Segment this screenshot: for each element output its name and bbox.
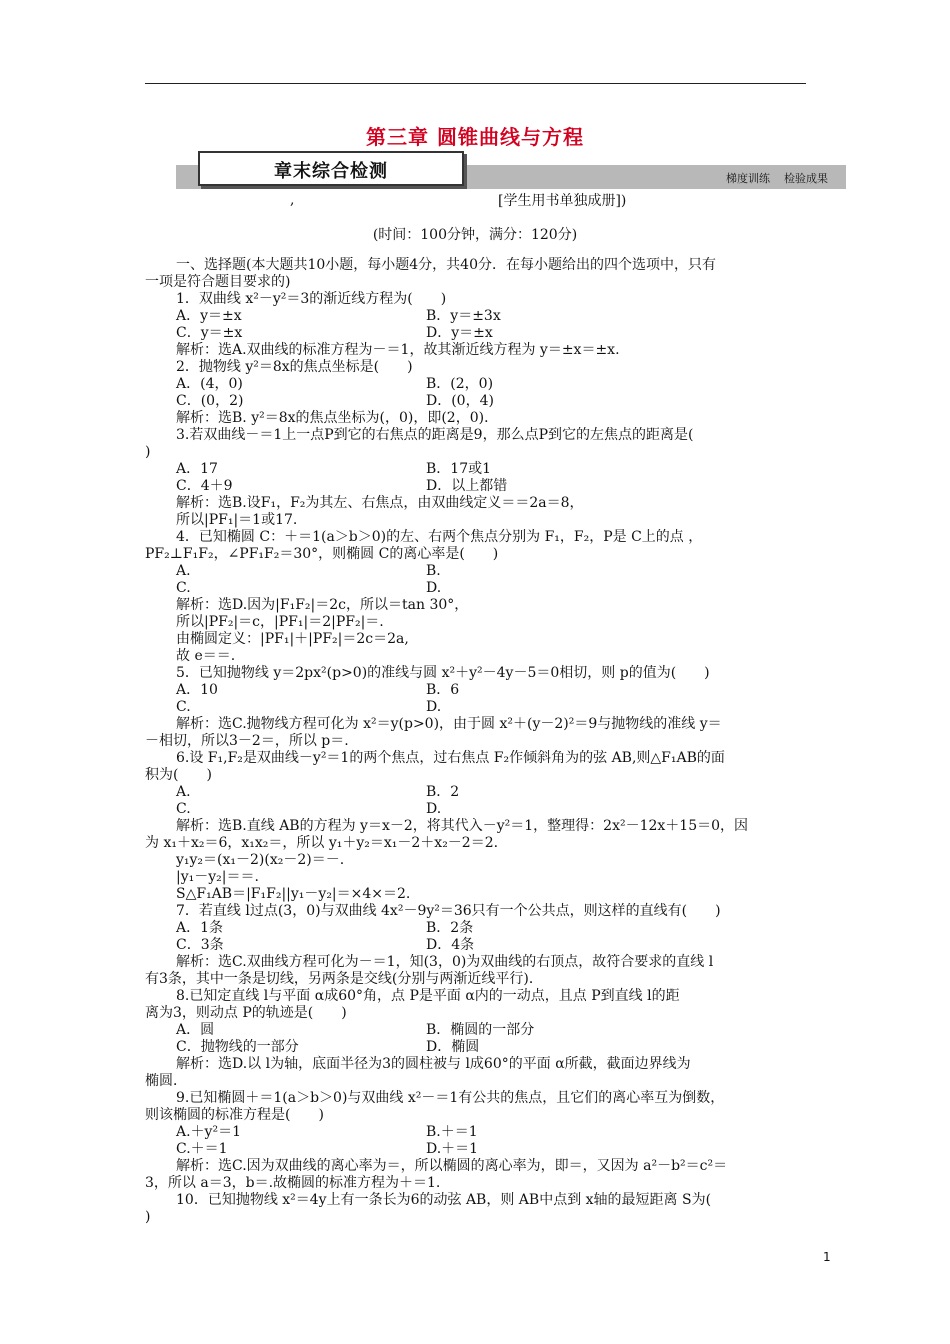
banner-tagline [712,170,828,186]
solution-line: 解析：选A.双曲线的标准方程为－＝1，故其渐近线方程为 y＝±x＝±x. [176,342,620,358]
question-10: 10．已知抛物线 x²＝4y上有一条长为6的动弦 AB，则 AB中点到 x轴的最短距离 S为( [176,1192,712,1208]
question-3: 3.若双曲线－＝1上一点P到它的右焦点的距离是9，那么点P到它的左焦点的距离是( [176,427,694,443]
chapter-title: 第三章 圆锥曲线与方程 [366,125,584,149]
option: D．以上都错 [426,478,508,494]
solution-line: 故 e＝＝. [176,648,236,664]
option: B．2 [426,784,460,800]
stray-comma: , [290,192,295,208]
solution-line: 解析：选B.设F₁，F₂为其左、右焦点，由双曲线定义＝＝2a＝8， [176,495,584,511]
question-7: 7．若直线 l过点(3，0)与双曲线 4x²－9y²＝36只有一个公共点，则这样的直线有( ) [176,903,721,919]
question-9: 9.已知椭圆＋＝1(a＞b＞0)与双曲线 x²－＝1有公共的焦点，且它们的离心率互为倒数， [176,1090,725,1106]
text-line: 离为3，则动点 P的轨迹是( ) [145,1005,347,1021]
option: A.＋y²＝1 [176,1124,241,1140]
solution-line: 为 x₁＋x₂＝6，x₁x₂＝，所以 y₁＋y₂＝x₁－2＋x₂－2＝2. [145,835,499,851]
text-line: ) [145,444,151,460]
question-1: 1．双曲线 x²－y²＝3的渐近线方程为( ) [176,291,447,307]
solution-line: 所以|PF₁|＝1或17. [176,512,298,528]
exam-meta: (时间：100分钟，满分：120分) [372,227,578,243]
option: D．4条 [426,937,475,953]
text-line: PF₂⊥F₁F₂，∠PF₁F₂＝30°，则椭圆 C的离心率是( ) [145,546,499,562]
solution-line: |y₁－y₂|＝＝. [176,869,259,885]
option: C.＋＝1 [176,1141,228,1157]
page-number: 1 [823,1250,831,1264]
question-4: 4．已知椭圆 C：＋＝1(a＞b＞0)的左、右两个焦点分别为 F₁，F₂，P是 C上的点 ， [176,529,703,545]
option: B. [426,563,441,579]
solution-line: 解析：选C.因为双曲线的离心率为＝，所以椭圆的离心率为，即＝，又因为 a²－b²＝c²＝ [176,1158,728,1174]
option: B．2条 [426,920,474,936]
option: C. [176,580,191,596]
option: C. [176,801,191,817]
option: A. [176,563,191,579]
option: A．(4，0) [176,376,243,392]
solution-line: 解析：选D.因为|F₁F₂|＝2c，所以＝tan 30°， [176,597,469,613]
option: D. [426,699,442,715]
option: B．椭圆的一部分 [426,1022,535,1038]
option: D．(0，4) [426,393,494,409]
banner-tag-2: 检验成果 [784,172,828,185]
solution-line: 椭圆． [145,1073,187,1089]
book-note: [学生用书单独成册]) [498,193,627,209]
option: A. [176,784,191,800]
option: B．y＝±3x [426,308,501,324]
solution-line: －相切，所以3－2＝，所以 p＝. [145,733,349,749]
top-rule [145,83,806,84]
option: D．椭圆 [426,1039,480,1055]
text-line: ) [145,1209,151,1225]
option: B．(2，0) [426,376,494,392]
solution-line: 解析：选D.以 l为轴，底面半径为3的圆柱被与 l成60°的平面 α所截，截面边界线为 [176,1056,691,1072]
option: D.＋＝1 [426,1141,479,1157]
option: A．1条 [176,920,224,936]
option: A．圆 [176,1022,215,1038]
option: D. [426,580,442,596]
banner-tag-1: 梯度训练 [726,172,770,185]
solution-line: 解析：选B.直线 AB的方程为 y＝x－2，将其代入－y²＝1，整理得：2x²－12x＋15＝0，因 [176,818,749,834]
solution-line: 解析：选C.抛物线方程可化为 x²＝y(p>0)，由于圆 x²＋(y－2)²＝9与抛物线的准线 y＝ [176,716,722,732]
question-5: 5．已知抛物线 y＝2px²(p>0)的准线与圆 x²＋y²－4y－5＝0相切，则 p的值为( ) [176,665,710,681]
question-6: 6.设 F₁,F₂是双曲线－y²＝1的两个焦点，过右焦点 F₂作倾斜角为的弦 AB,则△F₁AB的面 [176,750,725,766]
option: A．10 [176,682,218,698]
text-line: 一、选择题(本大题共10小题，每小题4分，共40分．在每小题给出的四个选项中，只有 [176,257,716,273]
solution-line: 由椭圆定义：|PF₁|＋|PF₂|＝2c＝2a, [176,631,409,647]
option: C. [176,699,191,715]
option: C．y＝±x [176,325,243,341]
option: C．抛物线的一部分 [176,1039,299,1055]
solution-line: 所以|PF₂|＝c，|PF₁|＝2|PF₂|＝. [176,614,384,630]
section-label-box [198,151,464,186]
section-label: 章末综合检测 [274,161,388,182]
solution-line: 解析：选C.双曲线方程可化为－＝1，知(3，0)为双曲线的右顶点，故符合要求的直线 l [176,954,714,970]
option: A．17 [176,461,218,477]
option: B.＋＝1 [426,1124,478,1140]
option: C．4＋9 [176,478,233,494]
solution-line: 3，所以 a＝3，b＝.故椭圆的标准方程为＋＝1. [145,1175,441,1191]
text-line: 则该椭圆的标准方程是( ) [145,1107,324,1123]
question-2: 2．抛物线 y²＝8x的焦点坐标是( ) [176,359,413,375]
option: D. [426,801,442,817]
option: D．y＝±x [426,325,493,341]
text-line: 一项是符合题目要求的) [145,274,291,290]
option: C．3条 [176,937,224,953]
solution-line: 解析：选B. y²＝8x的焦点坐标为(，0)，即(2，0)． [176,410,499,426]
text-line: 积为( ) [145,767,212,783]
solution-line: y₁y₂＝(x₁－2)(x₂－2)＝－. [176,852,345,868]
option: B．6 [426,682,460,698]
option: B．17或1 [426,461,492,477]
question-8: 8.已知定直线 l与平面 α成60°角，点 P是平面 α内的一动点，且点 P到直线 l的距 [176,988,680,1004]
option: C．(0，2) [176,393,244,409]
option: A．y＝±x [176,308,242,324]
solution-line: 有3条，其中一条是切线，另两条是交线(分别与两渐近线平行)． [145,971,543,987]
solution-line: S△F₁AB＝|F₁F₂||y₁－y₂|＝×4×＝2. [176,886,411,902]
